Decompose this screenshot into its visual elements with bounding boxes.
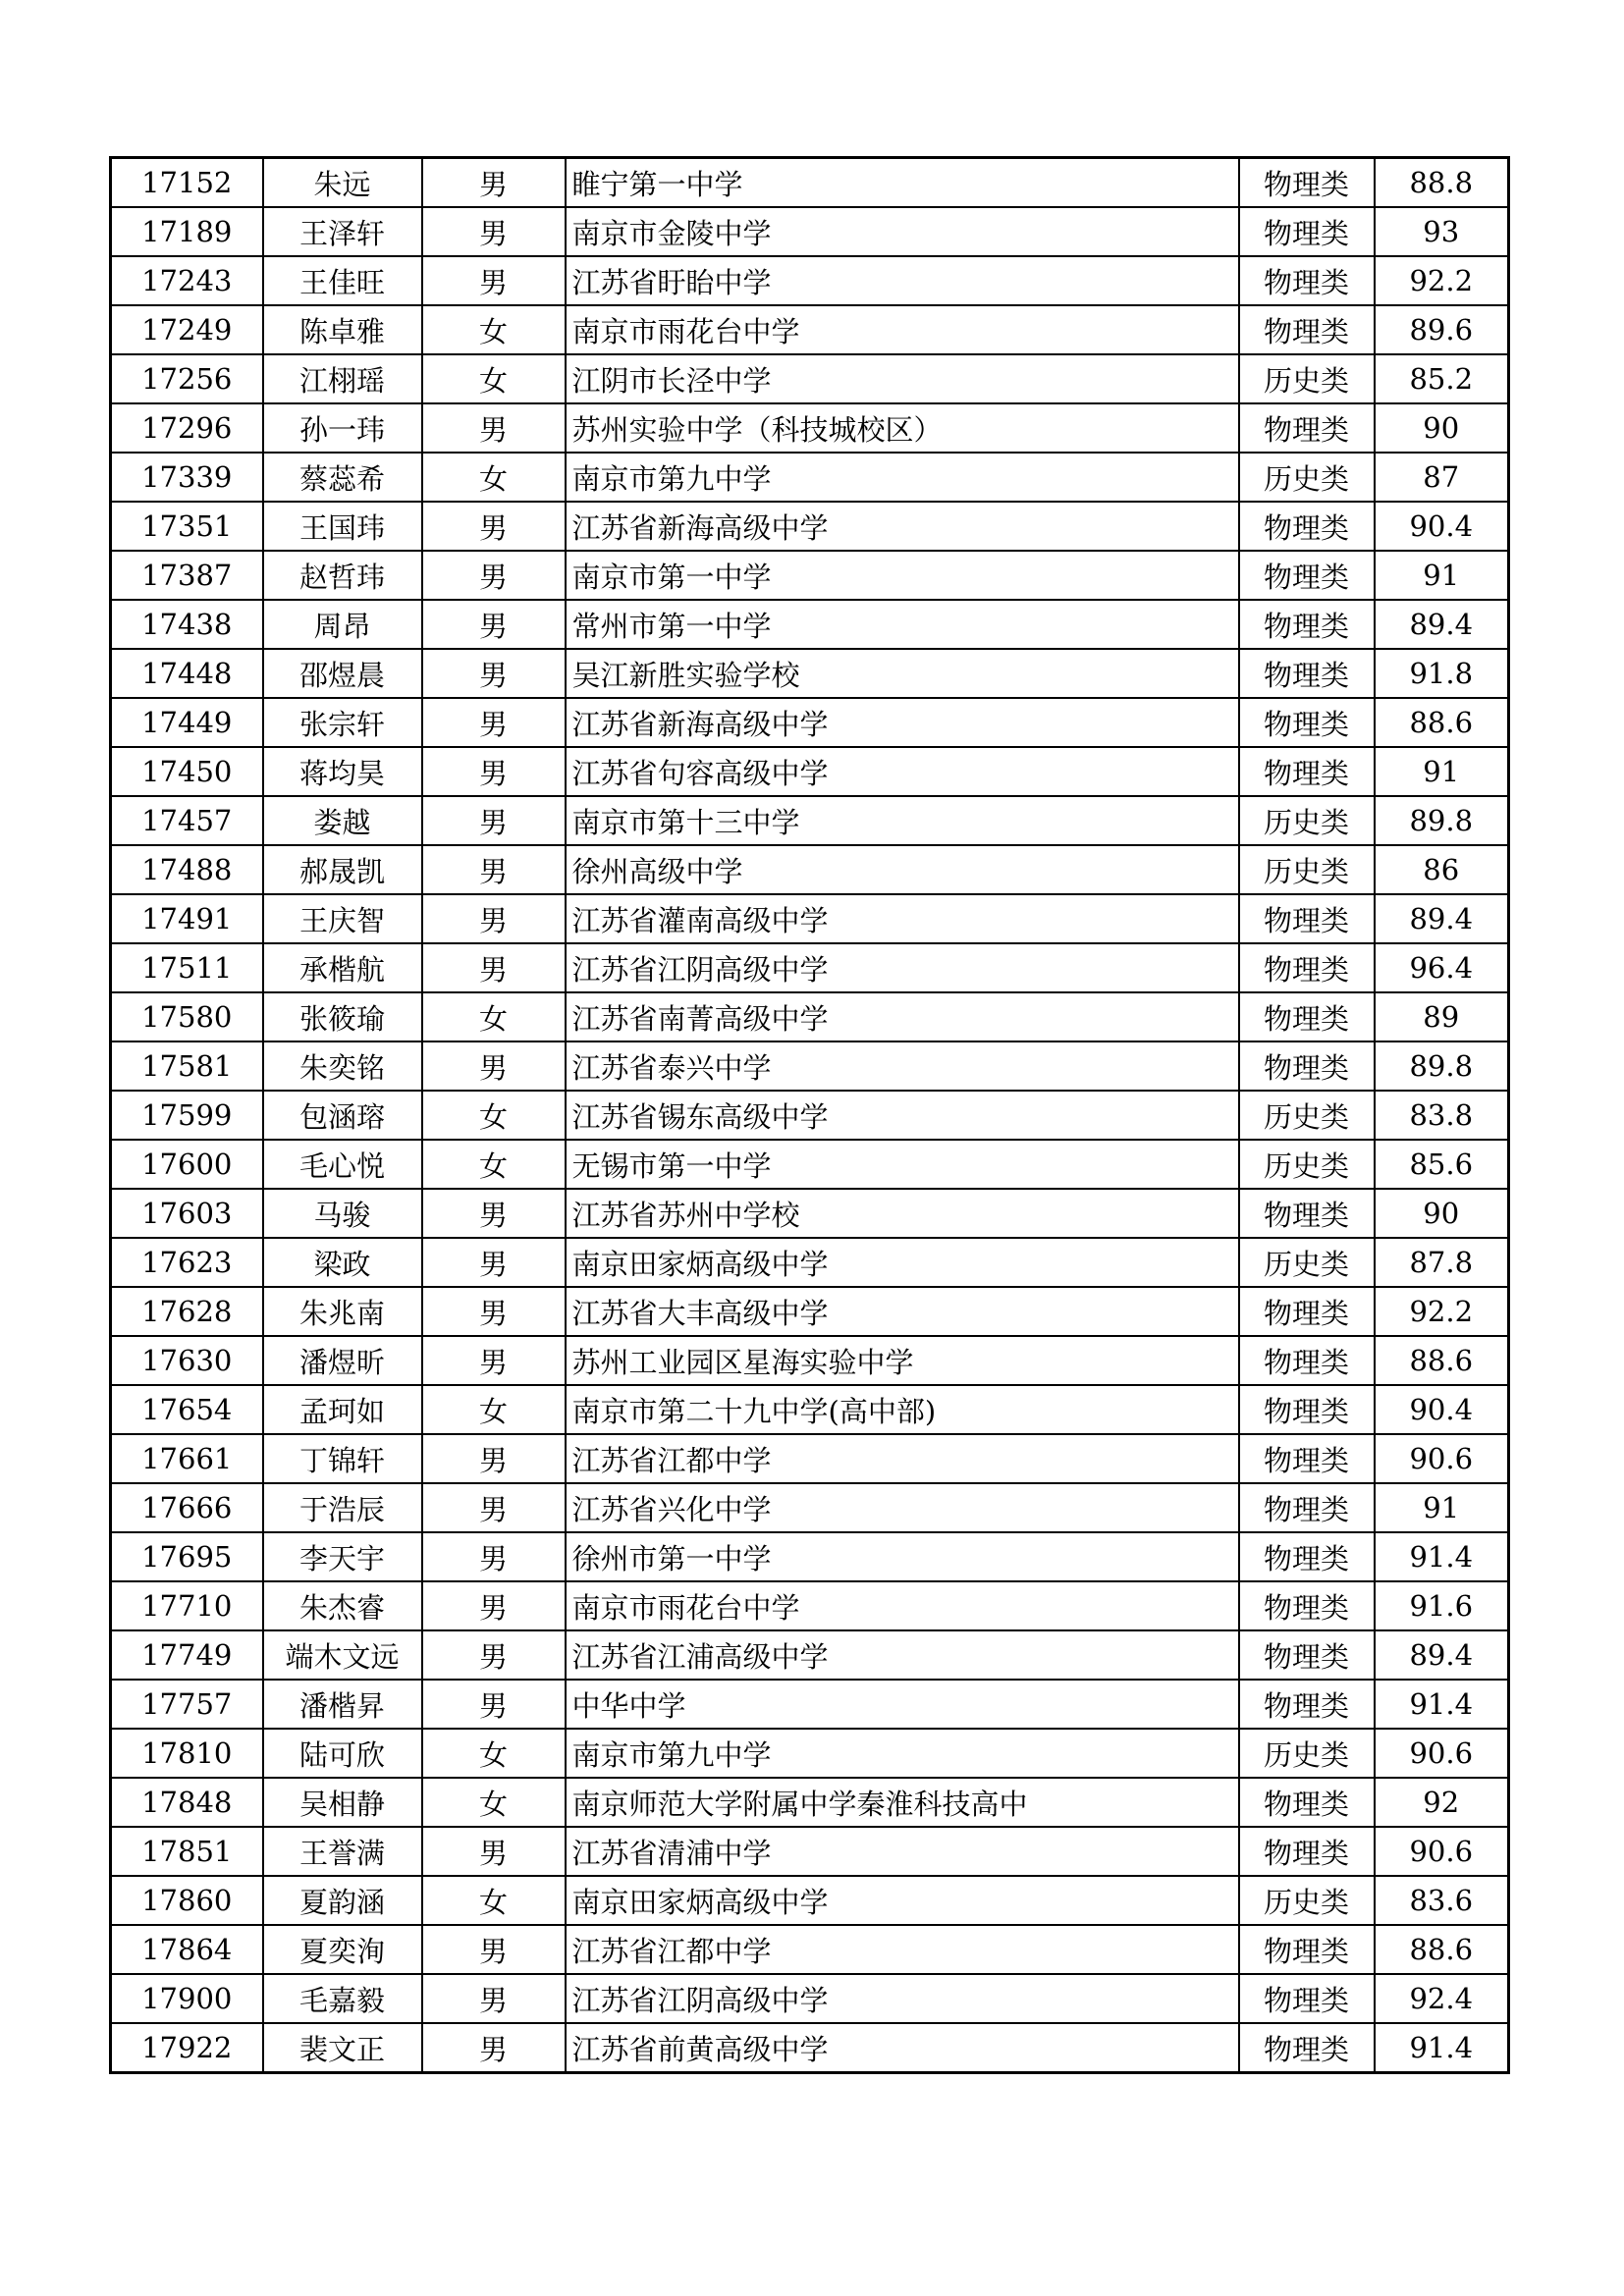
student-id-cell: 17749 <box>111 1630 263 1680</box>
table-row <box>111 551 1509 600</box>
gender-cell: 男 <box>422 256 566 305</box>
subject-track-cell: 物理类 <box>1239 1532 1375 1581</box>
school-cell: 江苏省灌南高级中学 <box>566 894 1239 943</box>
subject-track-cell: 物理类 <box>1239 1680 1375 1729</box>
school-cell: 南京市金陵中学 <box>566 207 1239 256</box>
table-row <box>111 1041 1509 1091</box>
student-id-cell: 17438 <box>111 600 263 649</box>
gender-cell: 男 <box>422 796 566 845</box>
gender-cell: 男 <box>422 551 566 600</box>
subject-track-cell: 物理类 <box>1239 1287 1375 1336</box>
score-cell: 88.6 <box>1375 1925 1509 1974</box>
subject-track-cell: 历史类 <box>1239 354 1375 403</box>
score-cell: 96.4 <box>1375 943 1509 992</box>
student-name-cell: 朱奕铭 <box>263 1041 422 1091</box>
school-cell: 江苏省江都中学 <box>566 1434 1239 1483</box>
score-cell: 87 <box>1375 453 1509 502</box>
score-cell: 90.6 <box>1375 1434 1509 1483</box>
student-name-cell: 江栩瑶 <box>263 354 422 403</box>
school-cell: 江苏省大丰高级中学 <box>566 1287 1239 1336</box>
score-cell: 87.8 <box>1375 1238 1509 1287</box>
school-cell: 江苏省新海高级中学 <box>566 698 1239 747</box>
student-name-cell: 包涵瑢 <box>263 1091 422 1140</box>
subject-track-cell: 物理类 <box>1239 403 1375 453</box>
student-name-cell: 娄越 <box>263 796 422 845</box>
student-name-cell: 王佳旺 <box>263 256 422 305</box>
school-cell: 江苏省清浦中学 <box>566 1827 1239 1876</box>
student-name-cell: 蔡蕊希 <box>263 453 422 502</box>
table-row <box>111 943 1509 992</box>
score-cell: 91.4 <box>1375 2023 1509 2073</box>
student-id-cell: 17628 <box>111 1287 263 1336</box>
student-name-cell: 赵哲玮 <box>263 551 422 600</box>
subject-track-cell: 物理类 <box>1239 305 1375 354</box>
subject-track-cell: 历史类 <box>1239 845 1375 894</box>
subject-track-cell: 物理类 <box>1239 1925 1375 1974</box>
gender-cell: 女 <box>422 1140 566 1189</box>
student-id-cell: 17810 <box>111 1729 263 1778</box>
gender-cell: 男 <box>422 1974 566 2023</box>
student-id-cell: 17695 <box>111 1532 263 1581</box>
gender-cell: 男 <box>422 1925 566 1974</box>
gender-cell: 男 <box>422 403 566 453</box>
student-name-cell: 王庆智 <box>263 894 422 943</box>
gender-cell: 男 <box>422 1532 566 1581</box>
student-id-cell: 17851 <box>111 1827 263 1876</box>
subject-track-cell: 物理类 <box>1239 1483 1375 1532</box>
gender-cell: 男 <box>422 1581 566 1630</box>
gender-cell: 男 <box>422 1287 566 1336</box>
gender-cell: 男 <box>422 649 566 698</box>
student-name-cell: 陈卓雅 <box>263 305 422 354</box>
table-row <box>111 354 1509 403</box>
student-name-cell: 潘煜昕 <box>263 1336 422 1385</box>
student-id-cell: 17599 <box>111 1091 263 1140</box>
score-cell: 89.6 <box>1375 305 1509 354</box>
student-name-cell: 丁锦轩 <box>263 1434 422 1483</box>
score-cell: 89.8 <box>1375 1041 1509 1091</box>
table-row <box>111 1974 1509 2023</box>
student-id-cell: 17922 <box>111 2023 263 2073</box>
subject-track-cell: 物理类 <box>1239 894 1375 943</box>
school-cell: 南京市第九中学 <box>566 1729 1239 1778</box>
student-name-cell: 王国玮 <box>263 502 422 551</box>
student-id-cell: 17848 <box>111 1778 263 1827</box>
student-name-cell: 朱杰睿 <box>263 1581 422 1630</box>
table-row <box>111 796 1509 845</box>
table-row <box>111 305 1509 354</box>
student-name-cell: 周昂 <box>263 600 422 649</box>
student-name-cell: 承楷航 <box>263 943 422 992</box>
student-name-cell: 张筱瑜 <box>263 992 422 1041</box>
table-row <box>111 1238 1509 1287</box>
score-cell: 91.4 <box>1375 1532 1509 1581</box>
subject-track-cell: 历史类 <box>1239 1238 1375 1287</box>
subject-track-cell: 物理类 <box>1239 1434 1375 1483</box>
gender-cell: 男 <box>422 158 566 208</box>
student-name-cell: 于浩辰 <box>263 1483 422 1532</box>
score-cell: 90.6 <box>1375 1729 1509 1778</box>
score-cell: 91.6 <box>1375 1581 1509 1630</box>
student-name-cell: 邵煜晨 <box>263 649 422 698</box>
subject-track-cell: 物理类 <box>1239 1974 1375 2023</box>
table-row <box>111 1729 1509 1778</box>
school-cell: 江苏省锡东高级中学 <box>566 1091 1239 1140</box>
table-row <box>111 1189 1509 1238</box>
score-cell: 91 <box>1375 551 1509 600</box>
student-name-cell: 马骏 <box>263 1189 422 1238</box>
gender-cell: 女 <box>422 1729 566 1778</box>
table-row <box>111 1483 1509 1532</box>
student-name-cell: 梁政 <box>263 1238 422 1287</box>
gender-cell: 女 <box>422 1091 566 1140</box>
student-id-cell: 17448 <box>111 649 263 698</box>
gender-cell: 女 <box>422 1385 566 1434</box>
score-cell: 89.8 <box>1375 796 1509 845</box>
gender-cell: 女 <box>422 1778 566 1827</box>
school-cell: 江苏省江阴高级中学 <box>566 943 1239 992</box>
score-cell: 90 <box>1375 403 1509 453</box>
subject-track-cell: 物理类 <box>1239 992 1375 1041</box>
school-cell: 南京田家炳高级中学 <box>566 1876 1239 1925</box>
student-name-cell: 夏奕洵 <box>263 1925 422 1974</box>
school-cell: 南京市雨花台中学 <box>566 305 1239 354</box>
gender-cell: 男 <box>422 2023 566 2073</box>
score-cell: 89.4 <box>1375 1630 1509 1680</box>
school-cell: 江阴市长泾中学 <box>566 354 1239 403</box>
student-id-cell: 17351 <box>111 502 263 551</box>
subject-track-cell: 物理类 <box>1239 698 1375 747</box>
school-cell: 南京市第九中学 <box>566 453 1239 502</box>
school-cell: 江苏省江都中学 <box>566 1925 1239 1974</box>
student-name-cell: 朱兆南 <box>263 1287 422 1336</box>
student-name-cell: 王誉满 <box>263 1827 422 1876</box>
table-row <box>111 1385 1509 1434</box>
student-id-cell: 17450 <box>111 747 263 796</box>
student-id-cell: 17900 <box>111 1974 263 2023</box>
student-name-cell: 蒋均昊 <box>263 747 422 796</box>
table-row <box>111 2023 1509 2073</box>
school-cell: 南京市第二十九中学(高中部) <box>566 1385 1239 1434</box>
subject-track-cell: 物理类 <box>1239 1385 1375 1434</box>
table-body <box>111 158 1509 2073</box>
student-id-cell: 17654 <box>111 1385 263 1434</box>
student-id-cell: 17488 <box>111 845 263 894</box>
subject-track-cell: 物理类 <box>1239 207 1375 256</box>
student-score-table <box>109 156 1510 2074</box>
score-cell: 91 <box>1375 747 1509 796</box>
school-cell: 南京市第一中学 <box>566 551 1239 600</box>
student-id-cell: 17457 <box>111 796 263 845</box>
student-id-cell: 17580 <box>111 992 263 1041</box>
score-cell: 88.8 <box>1375 158 1509 208</box>
school-cell: 南京田家炳高级中学 <box>566 1238 1239 1287</box>
student-id-cell: 17256 <box>111 354 263 403</box>
student-id-cell: 17339 <box>111 453 263 502</box>
school-cell: 江苏省盱眙中学 <box>566 256 1239 305</box>
subject-track-cell: 物理类 <box>1239 502 1375 551</box>
subject-track-cell: 历史类 <box>1239 1729 1375 1778</box>
gender-cell: 女 <box>422 305 566 354</box>
subject-track-cell: 物理类 <box>1239 943 1375 992</box>
score-cell: 85.2 <box>1375 354 1509 403</box>
table-row <box>111 698 1509 747</box>
subject-track-cell: 物理类 <box>1239 1189 1375 1238</box>
gender-cell: 女 <box>422 453 566 502</box>
table-row <box>111 1140 1509 1189</box>
table-row <box>111 158 1509 208</box>
score-cell: 91.8 <box>1375 649 1509 698</box>
school-cell: 江苏省前黄高级中学 <box>566 2023 1239 2073</box>
gender-cell: 男 <box>422 1336 566 1385</box>
table-row <box>111 845 1509 894</box>
table-row <box>111 894 1509 943</box>
subject-track-cell: 物理类 <box>1239 1778 1375 1827</box>
student-name-cell: 郝晟凯 <box>263 845 422 894</box>
gender-cell: 男 <box>422 894 566 943</box>
student-name-cell: 朱远 <box>263 158 422 208</box>
student-id-cell: 17666 <box>111 1483 263 1532</box>
score-cell: 83.6 <box>1375 1876 1509 1925</box>
school-cell: 江苏省兴化中学 <box>566 1483 1239 1532</box>
student-id-cell: 17623 <box>111 1238 263 1287</box>
school-cell: 中华中学 <box>566 1680 1239 1729</box>
table-row <box>111 1876 1509 1925</box>
student-id-cell: 17249 <box>111 305 263 354</box>
school-cell: 徐州高级中学 <box>566 845 1239 894</box>
table-row <box>111 1287 1509 1336</box>
student-name-cell: 王泽轩 <box>263 207 422 256</box>
score-cell: 92.4 <box>1375 1974 1509 2023</box>
school-cell: 江苏省江阴高级中学 <box>566 1974 1239 2023</box>
gender-cell: 男 <box>422 845 566 894</box>
school-cell: 苏州实验中学（科技城校区） <box>566 403 1239 453</box>
student-id-cell: 17152 <box>111 158 263 208</box>
score-cell: 93 <box>1375 207 1509 256</box>
subject-track-cell: 物理类 <box>1239 1336 1375 1385</box>
gender-cell: 男 <box>422 1483 566 1532</box>
subject-track-cell: 物理类 <box>1239 649 1375 698</box>
school-cell: 南京市第十三中学 <box>566 796 1239 845</box>
student-name-cell: 端木文远 <box>263 1630 422 1680</box>
school-cell: 江苏省江浦高级中学 <box>566 1630 1239 1680</box>
student-id-cell: 17449 <box>111 698 263 747</box>
student-id-cell: 17864 <box>111 1925 263 1974</box>
school-cell: 江苏省苏州中学校 <box>566 1189 1239 1238</box>
subject-track-cell: 物理类 <box>1239 747 1375 796</box>
subject-track-cell: 物理类 <box>1239 1630 1375 1680</box>
subject-track-cell: 物理类 <box>1239 256 1375 305</box>
table-row <box>111 992 1509 1041</box>
school-cell: 常州市第一中学 <box>566 600 1239 649</box>
gender-cell: 男 <box>422 1827 566 1876</box>
table-row <box>111 1827 1509 1876</box>
student-name-cell: 孙一玮 <box>263 403 422 453</box>
table-row <box>111 1581 1509 1630</box>
subject-track-cell: 物理类 <box>1239 1581 1375 1630</box>
student-id-cell: 17860 <box>111 1876 263 1925</box>
subject-track-cell: 历史类 <box>1239 1876 1375 1925</box>
score-cell: 91 <box>1375 1483 1509 1532</box>
student-name-cell: 毛嘉毅 <box>263 1974 422 2023</box>
student-name-cell: 潘楷昇 <box>263 1680 422 1729</box>
gender-cell: 男 <box>422 1630 566 1680</box>
student-id-cell: 17243 <box>111 256 263 305</box>
student-name-cell: 毛心悦 <box>263 1140 422 1189</box>
table-row <box>111 1091 1509 1140</box>
score-cell: 89.4 <box>1375 894 1509 943</box>
gender-cell: 男 <box>422 600 566 649</box>
table-row <box>111 256 1509 305</box>
student-id-cell: 17511 <box>111 943 263 992</box>
table-row <box>111 600 1509 649</box>
score-cell: 90.4 <box>1375 502 1509 551</box>
student-name-cell: 孟珂如 <box>263 1385 422 1434</box>
student-id-cell: 17189 <box>111 207 263 256</box>
student-id-cell: 17661 <box>111 1434 263 1483</box>
school-cell: 江苏省新海高级中学 <box>566 502 1239 551</box>
student-id-cell: 17630 <box>111 1336 263 1385</box>
student-name-cell: 陆可欣 <box>263 1729 422 1778</box>
gender-cell: 男 <box>422 1041 566 1091</box>
school-cell: 南京师范大学附属中学秦淮科技高中 <box>566 1778 1239 1827</box>
gender-cell: 男 <box>422 1680 566 1729</box>
table-row <box>111 403 1509 453</box>
school-cell: 南京市雨花台中学 <box>566 1581 1239 1630</box>
school-cell: 徐州市第一中学 <box>566 1532 1239 1581</box>
table-row <box>111 1630 1509 1680</box>
student-id-cell: 17600 <box>111 1140 263 1189</box>
score-cell: 88.6 <box>1375 1336 1509 1385</box>
subject-track-cell: 物理类 <box>1239 1041 1375 1091</box>
table-row <box>111 453 1509 502</box>
school-cell: 睢宁第一中学 <box>566 158 1239 208</box>
score-cell: 92.2 <box>1375 1287 1509 1336</box>
student-name-cell: 张宗轩 <box>263 698 422 747</box>
table-row <box>111 502 1509 551</box>
subject-track-cell: 历史类 <box>1239 1140 1375 1189</box>
gender-cell: 男 <box>422 698 566 747</box>
score-cell: 89 <box>1375 992 1509 1041</box>
school-cell: 江苏省句容高级中学 <box>566 747 1239 796</box>
subject-track-cell: 历史类 <box>1239 453 1375 502</box>
gender-cell: 男 <box>422 207 566 256</box>
gender-cell: 男 <box>422 1189 566 1238</box>
table-row <box>111 207 1509 256</box>
school-cell: 苏州工业园区星海实验中学 <box>566 1336 1239 1385</box>
score-cell: 86 <box>1375 845 1509 894</box>
table-row <box>111 1778 1509 1827</box>
student-id-cell: 17296 <box>111 403 263 453</box>
gender-cell: 男 <box>422 1238 566 1287</box>
score-cell: 92.2 <box>1375 256 1509 305</box>
gender-cell: 男 <box>422 747 566 796</box>
table-row <box>111 1680 1509 1729</box>
score-cell: 85.6 <box>1375 1140 1509 1189</box>
gender-cell: 女 <box>422 354 566 403</box>
score-cell: 92 <box>1375 1778 1509 1827</box>
gender-cell: 女 <box>422 1876 566 1925</box>
table-row <box>111 1336 1509 1385</box>
student-id-cell: 17581 <box>111 1041 263 1091</box>
table-row <box>111 649 1509 698</box>
score-cell: 89.4 <box>1375 600 1509 649</box>
school-cell: 江苏省泰兴中学 <box>566 1041 1239 1091</box>
subject-track-cell: 物理类 <box>1239 158 1375 208</box>
score-cell: 83.8 <box>1375 1091 1509 1140</box>
subject-track-cell: 物理类 <box>1239 2023 1375 2073</box>
student-id-cell: 17710 <box>111 1581 263 1630</box>
student-id-cell: 17603 <box>111 1189 263 1238</box>
gender-cell: 男 <box>422 502 566 551</box>
score-cell: 90.4 <box>1375 1385 1509 1434</box>
score-cell: 90.6 <box>1375 1827 1509 1876</box>
score-cell: 91.4 <box>1375 1680 1509 1729</box>
table-row <box>111 1434 1509 1483</box>
student-name-cell: 夏韵涵 <box>263 1876 422 1925</box>
school-cell: 无锡市第一中学 <box>566 1140 1239 1189</box>
table-row <box>111 747 1509 796</box>
subject-track-cell: 物理类 <box>1239 600 1375 649</box>
student-name-cell: 吴相静 <box>263 1778 422 1827</box>
school-cell: 吴江新胜实验学校 <box>566 649 1239 698</box>
school-cell: 江苏省南菁高级中学 <box>566 992 1239 1041</box>
subject-track-cell: 历史类 <box>1239 796 1375 845</box>
table-row <box>111 1532 1509 1581</box>
student-id-cell: 17757 <box>111 1680 263 1729</box>
student-id-cell: 17491 <box>111 894 263 943</box>
subject-track-cell: 历史类 <box>1239 1091 1375 1140</box>
gender-cell: 女 <box>422 992 566 1041</box>
subject-track-cell: 物理类 <box>1239 551 1375 600</box>
table-row <box>111 1925 1509 1974</box>
gender-cell: 男 <box>422 943 566 992</box>
student-name-cell: 李天宇 <box>263 1532 422 1581</box>
score-cell: 88.6 <box>1375 698 1509 747</box>
student-id-cell: 17387 <box>111 551 263 600</box>
score-cell: 90 <box>1375 1189 1509 1238</box>
subject-track-cell: 物理类 <box>1239 1827 1375 1876</box>
student-name-cell: 裴文正 <box>263 2023 422 2073</box>
gender-cell: 男 <box>422 1434 566 1483</box>
